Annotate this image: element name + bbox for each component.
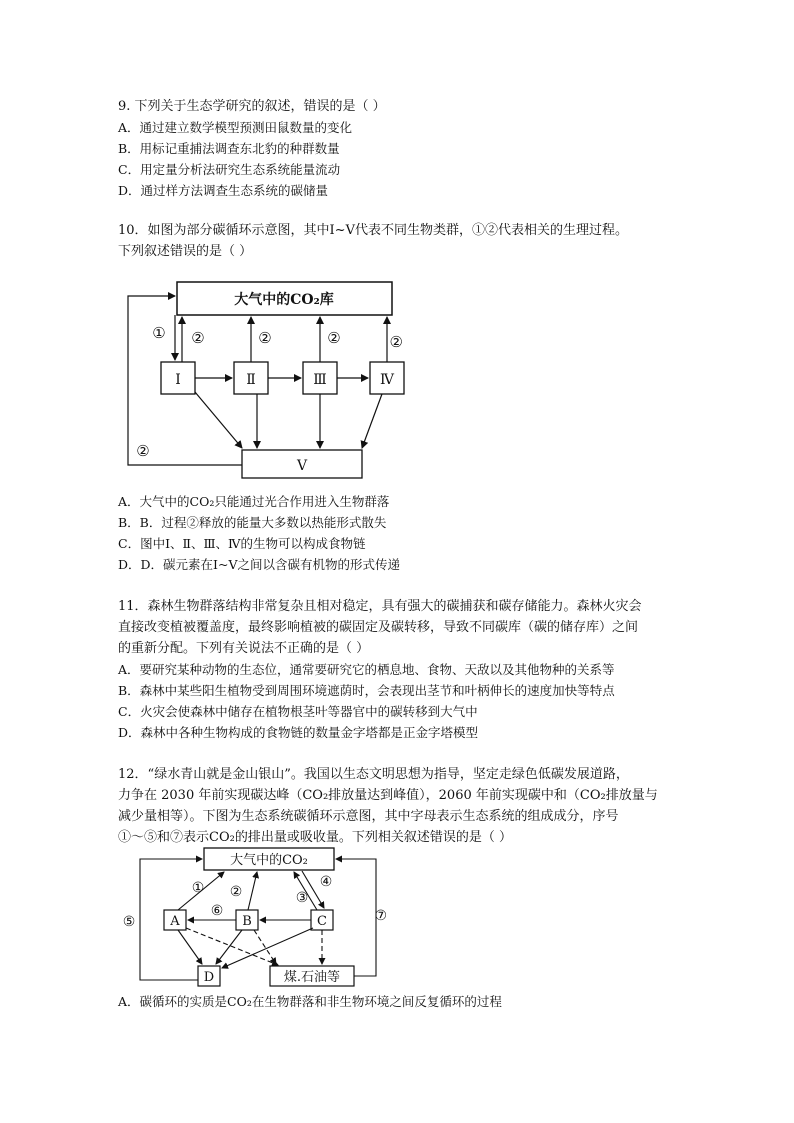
q12-node-d: D: [203, 970, 215, 985]
question-10: [118, 220, 678, 262]
q12-fossil-label: 煤.石油等: [283, 970, 341, 985]
q10-label-2e: ②: [136, 442, 150, 460]
q11-stem-line1: 11．森林生物群落结构非常复杂且相对稳定，具有强大的碳捕获和碳存储能力。森林火灾会: [118, 599, 642, 614]
question-9: [118, 96, 678, 201]
q11-stem-line2: 直接改变植被覆盖度，最终影响植被的碳固定及碳转移，导致不同碳库（碳的储存库）之间: [118, 620, 639, 635]
q10-atmosphere-label: 大气中的CO₂库: [234, 292, 334, 308]
q12-options: [118, 991, 678, 1012]
q10-options: [118, 491, 678, 575]
q12-label-5: ⑤: [122, 914, 136, 930]
q9-option-c: C．用定量分析法研究生态系统能量流动: [118, 162, 341, 177]
q12-arrow-a-to-d: [178, 930, 202, 964]
q10-label-2b: ②: [258, 329, 272, 347]
q10-node-1: Ⅰ: [175, 372, 181, 388]
q10-option-c: C．图中Ⅰ、Ⅱ、Ⅲ、Ⅳ的生物可以构成食物链: [118, 536, 366, 551]
q10-option-b: B．B．过程②释放的能量大多数以热能形式散失: [118, 515, 387, 530]
q12-option-a: A．碳循环的实质是CO₂在生物群落和非生物环境之间反复循环的过程: [118, 994, 502, 1009]
question-12: [118, 764, 678, 848]
q12-dashed-b-to-fossil: [254, 930, 276, 964]
q10-label-2c: ②: [327, 329, 341, 347]
q9-stem: 9. 下列关于生态学研究的叙述，错误的是（ ）: [118, 99, 386, 114]
q11-option-a: A．要研究某种动物的生态位，通常要研究它的栖息地、食物、天敌以及其他物种的关系等: [118, 662, 615, 677]
q12-atmosphere-label: 大气中的CO₂: [230, 853, 308, 868]
q10-arrow-4-to-5: [362, 394, 382, 448]
q12-node-a: A: [170, 914, 180, 929]
q12-label-6: ⑥: [210, 903, 224, 919]
q10-stem-line2: 下列叙述错误的是（ ）: [118, 244, 253, 259]
q11-option-d: D．森林中各种生物构成的食物链的数量金字塔都是正金字塔模型: [118, 725, 479, 740]
q10-node-5: Ⅴ: [296, 458, 308, 474]
q12-stem-line2: 力争在 2030 年前实现碳达峰（CO₂排放量达到峰值），2060 年前实现碳中和（CO₂排放量与: [118, 788, 658, 803]
q9-option-a: A．通过建立数学模型预测田鼠数量的变化: [118, 120, 353, 135]
q12-stem-line1: 12．“绿水青山就是金山银山”。我国以生态文明思想为指导，坚定走绿色低碳发展道路，: [118, 767, 629, 782]
question-11: [118, 596, 678, 743]
q11-option-c: C．火灾会使森林中储存在植物根茎叶等器官中的碳转移到大气中: [118, 704, 478, 719]
q10-node-3: Ⅲ: [313, 372, 327, 388]
q11-stem-line3: 的重新分配。下列有关说法不正确的是（ ）: [118, 641, 370, 656]
q10-option-a: A．大气中的CO₂只能通过光合作用进入生物群落: [118, 494, 390, 509]
q12-stem-line4: ①～⑤和⑦表示CO₂的排出量或吸收量。下列相关叙述错误的是（ ）: [118, 830, 512, 845]
q12-label-4: ④: [319, 874, 333, 890]
q12-node-b: B: [242, 914, 252, 929]
q12-label-2: ②: [229, 884, 243, 900]
q12-stem-line3: 减少量相等）。下图为生态系统碳循环示意图，其中字母表示生态系统的组成成分，序号: [118, 809, 619, 824]
q10-label-1: ①: [152, 324, 166, 342]
q10-stem-line1: 10．如图为部分碳循环示意图，其中Ⅰ~Ⅴ代表不同生物类群，①②代表相关的生理过程。: [118, 223, 628, 238]
q12-carbon-cycle-diagram: [118, 844, 388, 988]
q10-arrow-1-to-5: [195, 392, 242, 448]
q10-label-2d: ②: [389, 333, 403, 351]
q10-node-2: Ⅱ: [246, 372, 256, 388]
q12-node-c: C: [317, 914, 327, 929]
q9-option-d: D．通过样方法调查生态系统的碳储量: [118, 183, 329, 198]
q10-label-2a: ②: [191, 329, 205, 347]
q9-option-b: B．用标记重捕法调查东北豹的种群数量: [118, 141, 340, 156]
q10-option-d: D．D．碳元素在Ⅰ~Ⅴ之间以含碳有机物的形式传递: [118, 557, 400, 572]
q12-arrow-fossil-to-atm: [336, 859, 376, 976]
q12-label-7: ⑦: [374, 908, 387, 924]
q12-label-3: ③: [295, 890, 309, 906]
q12-arrow-c-to-d: [222, 928, 313, 968]
q10-carbon-cycle-diagram: [120, 276, 403, 482]
q11-option-b: B．森林中某些阳生植物受到周围环境遮荫时，会表现出茎节和叶柄伸长的速度加快等特点: [118, 683, 615, 698]
q12-label-1: ①: [191, 880, 205, 896]
q12-arrow-b-to-atm: [248, 872, 257, 910]
q10-node-4: Ⅳ: [380, 372, 394, 388]
q12-arrow-b-to-d: [216, 930, 242, 964]
